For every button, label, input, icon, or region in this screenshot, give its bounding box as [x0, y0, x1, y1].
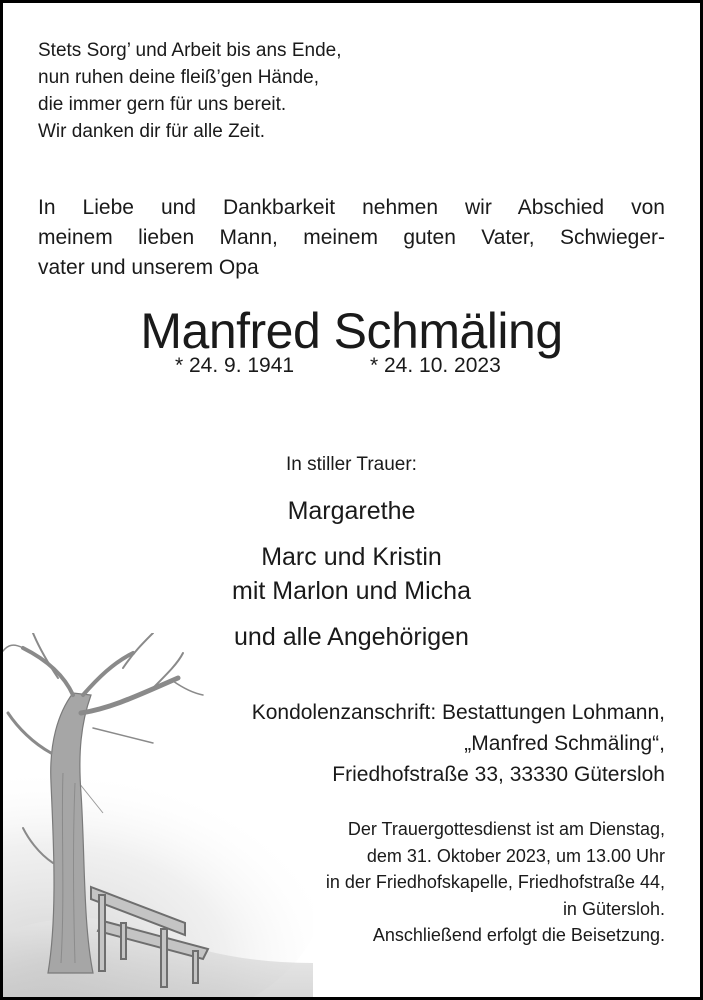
service-line: Anschließend erfolgt die Beisetzung.	[372, 925, 665, 945]
service-line: in Gütersloh.	[562, 898, 665, 919]
condolence-address	[252, 697, 665, 790]
service-line: in der Friedhofskapelle, Friedhofstraße 44,	[325, 872, 665, 892]
mourner-line: mit Marlon und Micha	[232, 577, 471, 605]
obituary-notice	[3, 3, 700, 997]
intro-line: In Liebe und Dankbarkeit nehmen wir Abschied von	[38, 196, 665, 219]
intro-line: vater und unserem Opa	[38, 256, 259, 279]
condolence-line: Friedhofstraße 33, 33330 Gütersloh	[332, 763, 665, 786]
poem-line: Wir danken dir für alle Zeit.	[38, 121, 266, 142]
mourner-line: Marc und Kristin	[261, 543, 442, 571]
death-date: * 24. 10. 2023	[370, 354, 501, 377]
condolence-line: Kondolenzanschrift: Bestattungen Lohmann,	[251, 701, 665, 724]
condolence-line: „Manfred Schmäling“,	[464, 732, 665, 755]
service-line: Der Trauergottesdienst ist am Dienstag,	[347, 819, 665, 839]
mourners-heading: In stiller Trauer:	[286, 454, 417, 475]
mourner-line: und alle Angehörigen	[234, 623, 469, 651]
intro-text	[38, 193, 665, 283]
intro-line: meinem lieben Mann, meinem guten Vater, Schwieger-	[38, 226, 665, 249]
poem-line: nun ruhen deine fleiß’gen Hände,	[38, 67, 319, 88]
poem-line: Stets Sorg’ und Arbeit bis ans Ende,	[38, 40, 342, 61]
mourner-line: Margarethe	[287, 497, 416, 525]
poem	[38, 37, 341, 145]
funeral-service-info	[326, 816, 665, 949]
deceased-name: Manfred Schmäling	[140, 303, 563, 359]
tree-and-bench-sketch-icon	[3, 633, 313, 997]
poem-line: die immer gern für uns bereit.	[38, 94, 287, 115]
service-line: dem 31. Oktober 2023, um 13.00 Uhr	[366, 845, 665, 866]
birth-date: * 24. 9. 1941	[175, 354, 295, 377]
